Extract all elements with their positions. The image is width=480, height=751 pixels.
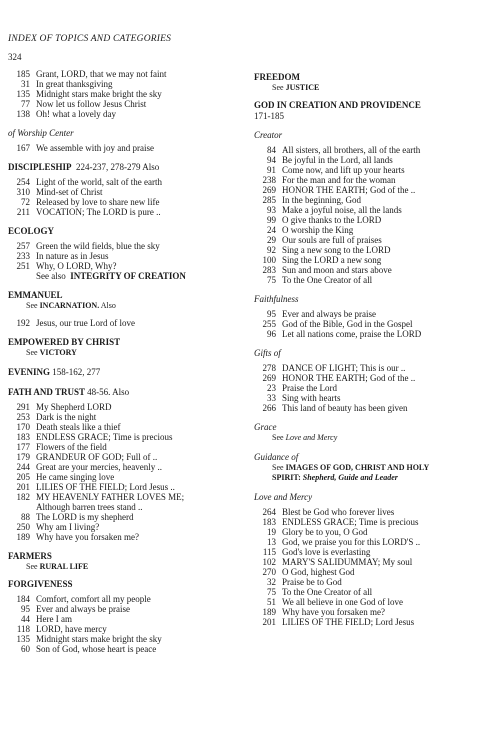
faith-list <box>8 402 240 502</box>
index-entry <box>8 644 240 654</box>
hymn-number: 19 <box>267 527 276 537</box>
farmers-see: See RURAL LIFE <box>26 562 89 571</box>
hymn-title: Why have you forsaken me? <box>36 532 139 542</box>
index-entry <box>8 442 240 452</box>
index-entry <box>254 403 474 413</box>
hymn-title: Death steals like a thief <box>36 422 121 432</box>
hymn-title: DANCE OF LIGHT; This is our .. <box>282 363 406 373</box>
hymn-number: 95 <box>267 309 276 319</box>
hymn-number: 32 <box>267 577 276 587</box>
index-entry <box>8 207 240 217</box>
hymn-title: Light of the world, salt of the earth <box>36 177 162 187</box>
hymn-number: 269 <box>262 185 276 195</box>
hymn-title: Blest be God who forever lives <box>282 507 395 517</box>
index-entry <box>254 373 474 383</box>
index-entry <box>254 537 474 547</box>
hymn-number: 95 <box>21 604 30 614</box>
hymn-number: 138 <box>16 109 30 119</box>
hymn-number: 75 <box>267 275 276 285</box>
hymn-title: Jesus, our true Lord of love <box>36 318 135 328</box>
hymn-title: God of the Bible, God in the Gospel <box>282 319 413 329</box>
index-entry <box>8 472 240 482</box>
hymn-number: 99 <box>267 215 276 225</box>
hymn-number: 115 <box>262 547 276 557</box>
hymn-title: GRANDEUR OF GOD; Full of .. <box>36 452 158 462</box>
index-entry <box>8 197 240 207</box>
index-entry <box>8 318 240 328</box>
hymn-number: 184 <box>16 594 30 604</box>
hymn-title: For the man and for the woman <box>282 175 396 185</box>
hymn-number: 96 <box>267 329 276 339</box>
index-entry <box>8 251 240 261</box>
heading-faith-trust: FATH AND TRUST 48-56. Also <box>8 387 130 397</box>
hymn-number: 269 <box>262 373 276 383</box>
hymn-number: 201 <box>16 482 30 492</box>
subheading-love-mercy: Love and Mercy <box>254 492 313 502</box>
discipleship-list <box>8 177 240 217</box>
subheading-worship-center: of Worship Center <box>8 128 74 138</box>
page-ref-number: 324 <box>8 52 22 62</box>
index-entry <box>8 187 240 197</box>
hymn-number: 291 <box>16 402 30 412</box>
index-entry <box>254 195 474 205</box>
heading-ecology: ECOLOGY <box>8 226 55 236</box>
hymn-number: 211 <box>16 207 30 217</box>
hymn-number: 183 <box>262 517 276 527</box>
hymn-title: HONOR THE EARTH; God of the .. <box>282 185 416 195</box>
hymn-title: In great thanksgiving <box>36 79 113 89</box>
hymn-number: 23 <box>267 383 276 393</box>
god-creation-range: 171-185 <box>254 111 284 121</box>
hymn-number: 44 <box>21 614 30 624</box>
hymn-title: To the One Creator of all <box>282 587 373 597</box>
hymn-title: ENDLESS GRACE; Time is precious <box>282 517 419 527</box>
heading-freedom: FREEDOM <box>254 72 300 82</box>
index-entry <box>254 185 474 195</box>
hymn-number: 135 <box>16 634 30 644</box>
hymn-number: 51 <box>267 597 276 607</box>
ecology-see-also: See also INTEGRITY OF CREATION <box>36 271 186 281</box>
empowered-see: See VICTORY <box>26 348 77 357</box>
hymn-title: MARY'S SALIDUMMAY; My soul <box>282 557 413 567</box>
index-entry <box>254 567 474 577</box>
ecology-list <box>8 241 240 271</box>
index-entry <box>254 255 474 265</box>
index-entry <box>8 604 240 614</box>
hymn-title: To the One Creator of all <box>282 275 373 285</box>
index-entry <box>254 587 474 597</box>
subheading-guidance: Guidance of <box>254 452 299 462</box>
hymn-title: Dark is the night <box>36 412 97 422</box>
hymn-title: In nature as in Jesus <box>36 251 109 261</box>
index-entry <box>254 145 474 155</box>
index-entry <box>254 275 474 285</box>
hymn-number: 244 <box>16 462 30 472</box>
hymn-number: 233 <box>16 251 30 261</box>
hymn-number: 77 <box>21 99 30 109</box>
hymn-number: 88 <box>21 512 30 522</box>
hymn-title: In the beginning, God <box>282 195 361 205</box>
hymn-title: Sing the LORD a new song <box>282 255 382 265</box>
hymn-title: Sing a new song to the LORD <box>282 245 391 255</box>
guidance-see-cont: SPIRIT: Shepherd, Guide and Leader <box>272 473 398 482</box>
index-entry <box>8 402 240 412</box>
hymn-number: 201 <box>262 617 276 627</box>
index-entry <box>8 422 240 432</box>
hymn-title: Why am I living? <box>36 522 100 532</box>
hymn-title: Why, O LORD, Why? <box>36 261 117 271</box>
index-entry <box>8 143 240 153</box>
index-entry <box>254 215 474 225</box>
hymn-number: 254 <box>16 177 30 187</box>
index-entry <box>8 99 240 109</box>
index-entry <box>8 492 240 502</box>
index-entry <box>254 363 474 373</box>
subheading-grace: Grace <box>254 422 277 432</box>
index-entry <box>254 235 474 245</box>
hymn-title: We all believe in one God of love <box>282 597 403 607</box>
hymn-title: Our souls are full of praises <box>282 235 382 245</box>
love-mercy-list <box>254 507 474 627</box>
hymn-number: 33 <box>267 393 276 403</box>
heading-farmers: FARMERS <box>8 551 52 561</box>
index-entry <box>8 109 240 119</box>
hymn-title: LILIES OF THE FIELD; Lord Jesus <box>282 617 415 627</box>
hymn-number: 266 <box>262 403 276 413</box>
worship-center-list <box>8 143 240 153</box>
hymn-title: Now let us follow Jesus Christ <box>36 99 147 109</box>
emmanuel-list <box>8 318 240 328</box>
faith-list-2 <box>8 512 240 542</box>
hymn-title: God, we praise you for this LORD'S .. <box>282 537 421 547</box>
hymn-number: 253 <box>16 412 30 422</box>
guidance-see: See IMAGES OF GOD, CHRIST AND HOLY <box>272 463 430 472</box>
heading-god-creation: GOD IN CREATION AND PROVIDENCE <box>254 100 421 110</box>
hymn-number: 255 <box>262 319 276 329</box>
hymn-title: Why have you forsaken me? <box>282 607 385 617</box>
hymn-number: 251 <box>16 261 30 271</box>
index-entry <box>254 175 474 185</box>
hymn-number: 238 <box>262 175 276 185</box>
hymn-number: 91 <box>267 165 276 175</box>
index-entry <box>254 597 474 607</box>
index-entry <box>8 432 240 442</box>
heading-empowered: EMPOWERED BY CHRIST <box>8 337 121 347</box>
hymn-title: Midnight stars make bright the sky <box>36 634 162 644</box>
hymn-number: 189 <box>16 532 30 542</box>
subheading-creator: Creator <box>254 130 283 140</box>
hymn-title: Sing with hearts <box>282 393 341 403</box>
heading-discipleship: DISCIPLESHIP 224-237, 278-279 Also <box>8 162 160 172</box>
index-entry <box>254 527 474 537</box>
hymn-title: Here I am <box>36 614 72 624</box>
hymn-number: 205 <box>16 472 30 482</box>
hymn-number: 72 <box>21 197 30 207</box>
hymn-number: 118 <box>16 624 30 634</box>
hymn-title: O give thanks to the LORD <box>282 215 382 225</box>
right-column <box>254 72 474 627</box>
hymn-number: 13 <box>267 537 276 547</box>
hymn-title: Make a joyful noise, all the lands <box>282 205 402 215</box>
index-entry <box>254 245 474 255</box>
index-entry <box>8 89 240 99</box>
hymn-title: O worship the King <box>282 225 354 235</box>
hymn-title: He came singing love <box>36 472 115 482</box>
hymn-title: Comfort, comfort all my people <box>36 594 151 604</box>
hymn-title: Be joyful in the Lord, all lands <box>282 155 393 165</box>
heading-forgiveness: FORGIVENESS <box>8 579 73 589</box>
hymn-number: 185 <box>16 69 30 79</box>
index-entry <box>8 462 240 472</box>
hymn-title: Great are your mercies, heavenly .. <box>36 462 162 472</box>
hymn-title: This land of beauty has been given <box>282 403 408 413</box>
hymn-title: Praise be to God <box>282 577 342 587</box>
hymn-title: Oh! what a lovely day <box>36 109 116 119</box>
index-entry <box>8 452 240 462</box>
index-entry <box>254 617 474 627</box>
index-entry <box>254 517 474 527</box>
hymn-title: Midnight stars make bright the sky <box>36 89 162 99</box>
freedom-see: See JUSTICE <box>272 83 320 92</box>
index-entry <box>254 577 474 587</box>
hymn-number: 189 <box>262 607 276 617</box>
heading-evening: EVENING 158-162, 277 <box>8 367 101 377</box>
index-entry <box>254 155 474 165</box>
hymn-number: 250 <box>16 522 30 532</box>
hymn-title: God's love is everlasting <box>282 547 371 557</box>
index-entry <box>254 507 474 517</box>
index-entry <box>254 265 474 275</box>
hymn-number: 93 <box>267 205 276 215</box>
heading-emmanuel: EMMANUEL <box>8 290 63 300</box>
hymn-title: Mind-set of Christ <box>36 187 103 197</box>
subheading-faithfulness: Faithfulness <box>254 294 299 304</box>
hymn-title: Ever and always be praise <box>282 309 376 319</box>
index-entry <box>254 607 474 617</box>
index-entry <box>8 261 240 271</box>
index-entry <box>254 225 474 235</box>
forgiveness-list <box>8 594 240 654</box>
index-entry <box>254 319 474 329</box>
index-entry <box>8 412 240 422</box>
hymn-number: 167 <box>16 143 30 153</box>
index-entry <box>254 557 474 567</box>
index-entry <box>254 309 474 319</box>
hymn-title: O God, highest God <box>282 567 355 577</box>
hymn-title: VOCATION; The LORD is pure .. <box>36 207 161 217</box>
hymn-title: Green the wild fields, blue the sky <box>36 241 160 251</box>
index-entry <box>254 329 474 339</box>
hymn-number: 270 <box>262 567 276 577</box>
hymn-number: 192 <box>16 318 30 328</box>
hymn-number: 179 <box>16 452 30 462</box>
hymn-number: 84 <box>267 145 276 155</box>
hymn-number: 94 <box>267 155 276 165</box>
hymn-number: 31 <box>21 79 30 89</box>
hymn-number: 257 <box>16 241 30 251</box>
hymn-title: Let all nations come, praise the LORD <box>282 329 422 339</box>
index-entry <box>8 624 240 634</box>
hymn-title: Praise the Lord <box>282 383 337 393</box>
hymn-number: 310 <box>16 187 30 197</box>
hymn-number: 24 <box>267 225 276 235</box>
hymn-title: MY HEAVENLY FATHER LOVES ME; <box>36 492 185 502</box>
hymn-title: ENDLESS GRACE; Time is precious <box>36 432 173 442</box>
hymn-number: 182 <box>16 492 30 502</box>
hymn-title: LILIES OF THE FIELD; Lord Jesus .. <box>36 482 175 492</box>
hymn-title: All sisters, all brothers, all of the earth <box>282 145 421 155</box>
gifts-list <box>254 363 474 413</box>
hymn-title: The LORD is my shepherd <box>36 512 134 522</box>
hymn-number: 102 <box>262 557 276 567</box>
hymn-title: Come now, and lift up your hearts <box>282 165 405 175</box>
hymn-title: Grant, LORD, that we may not faint <box>36 69 167 79</box>
index-entry <box>254 383 474 393</box>
faithfulness-list <box>254 309 474 339</box>
page-header: INDEX OF TOPICS AND CATEGORIES <box>8 34 172 44</box>
hymn-number: 183 <box>16 432 30 442</box>
hymn-title: We assemble with joy and praise <box>36 143 154 153</box>
hymn-number: 264 <box>262 507 276 517</box>
hymn-number: 60 <box>21 644 30 654</box>
hymn-number: 278 <box>262 363 276 373</box>
subheading-gifts: Gifts of <box>254 348 281 358</box>
hymn-number: 75 <box>267 587 276 597</box>
emmanuel-see: See INCARNATION. Also <box>26 301 116 310</box>
hymn-number: 135 <box>16 89 30 99</box>
index-entry <box>254 393 474 403</box>
index-entry <box>254 165 474 175</box>
hymn-title: HONOR THE EARTH; God of the .. <box>282 373 416 383</box>
grace-see: See Love and Mercy <box>272 433 338 442</box>
creator-list <box>254 145 474 285</box>
faith-continuation: Although barren trees stand .. <box>36 502 143 512</box>
hymn-number: 285 <box>262 195 276 205</box>
hymn-title: My Shepherd LORD <box>36 402 112 412</box>
hymn-number: 177 <box>16 442 30 452</box>
hymn-title: Sun and moon and stars above <box>282 265 392 275</box>
index-entry <box>8 634 240 644</box>
index-entry <box>8 522 240 532</box>
index-entry <box>8 241 240 251</box>
hymn-title: Glory be to you, O God <box>282 527 368 537</box>
index-entry <box>8 69 240 79</box>
hymn-title: Ever and always be praise <box>36 604 130 614</box>
left-column <box>8 52 240 654</box>
index-entry <box>254 547 474 557</box>
hymn-number: 100 <box>262 255 276 265</box>
hymn-number: 29 <box>267 235 276 245</box>
index-entry <box>8 482 240 492</box>
hymn-title: Flowers of the field <box>36 442 107 452</box>
index-entry <box>8 177 240 187</box>
index-entry <box>8 79 240 89</box>
block1-list <box>8 69 240 119</box>
index-entry <box>8 614 240 624</box>
index-entry <box>8 532 240 542</box>
index-entry <box>8 594 240 604</box>
hymn-title: Son of God, whose heart is peace <box>36 644 157 654</box>
hymn-number: 170 <box>16 422 30 432</box>
index-entry <box>254 205 474 215</box>
hymn-title: LORD, have mercy <box>36 624 107 634</box>
hymn-title: Released by love to share new life <box>36 197 160 207</box>
index-entry <box>8 512 240 522</box>
hymn-number: 283 <box>262 265 276 275</box>
hymn-number: 92 <box>267 245 276 255</box>
